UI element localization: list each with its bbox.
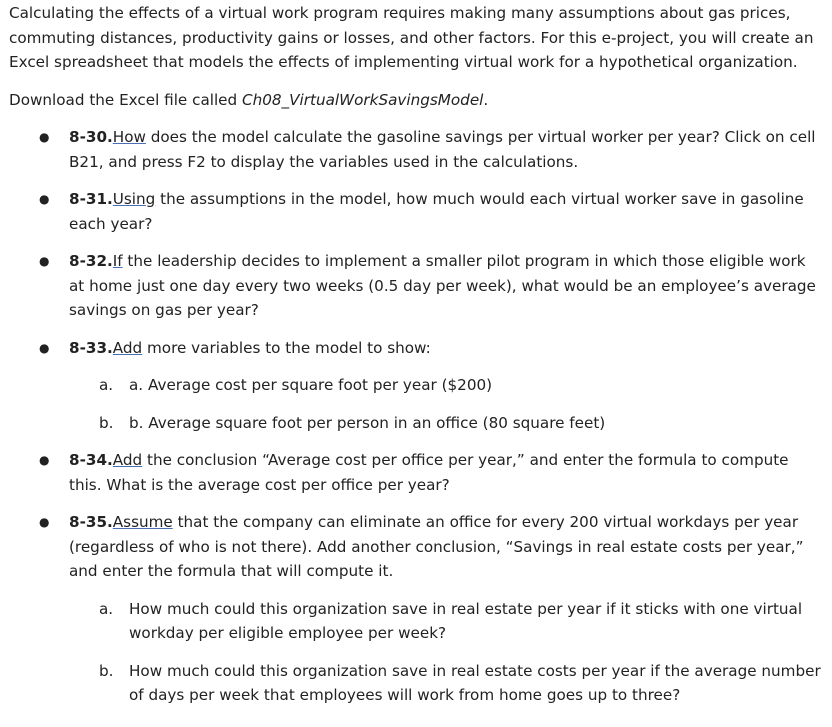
question-text: the leadership decides to implement a smaller pilot program in which those eligible work at home just one day every two weeks (0.5 day per week), what would be an employee’s average savings on gas per year?	[69, 252, 816, 319]
subitem-8-33-a	[9, 373, 824, 398]
question-number: 8-31.	[69, 190, 113, 208]
question-first-word: Assume	[112, 513, 173, 531]
subitem-marker: b.	[99, 413, 114, 432]
subitem-text: a. Average cost per square foot per year ($200)	[129, 376, 493, 394]
download-prefix: Download the Excel file called	[9, 90, 242, 109]
intro-paragraph: Calculating the effects of a virtual work program requires making many assumptions about gas prices, commuting distances, productivity gains or losses, and other factors. For this e-project, you will create an Excel spreadsheet that models the effects of implementing virtual work for a hypothetical organization.	[9, 4, 814, 71]
question-8-30	[9, 125, 824, 174]
subitem-text: How much could this organization save in real estate costs per year if the average number of days per week that employees will work from home goes up to three?	[129, 661, 821, 704]
question-8-33	[9, 336, 824, 361]
subitem-marker: b.	[99, 661, 114, 680]
subitem-text: How much could this organization save in real estate per year if it sticks with one virtual workday per eligible employee per week?	[129, 599, 803, 642]
subitem-8-35-b	[9, 659, 824, 708]
subitem-marker: a.	[99, 599, 114, 618]
question-8-35	[9, 510, 824, 584]
download-filename: Ch08_VirtualWorkSavingsModel	[242, 90, 484, 109]
question-8-34	[9, 448, 824, 497]
question-number: 8-34.	[69, 451, 113, 469]
bullet-icon: ●	[39, 515, 50, 529]
question-first-word: If	[112, 252, 123, 270]
question-text: that the company can eliminate an office for every 200 virtual workdays per year (regardless of who is not there). Add another conclusion, “Savings in real estate costs per year,” and enter the formula that will compute it.	[69, 513, 804, 580]
bullet-icon: ●	[39, 453, 50, 467]
question-first-word: Add	[112, 338, 143, 357]
question-number: 8-35.	[69, 513, 113, 531]
bullet-icon: ●	[39, 192, 50, 206]
download-suffix: .	[483, 90, 489, 109]
download-instruction	[9, 88, 824, 113]
question-8-32	[9, 249, 824, 323]
question-8-31	[9, 187, 824, 236]
subitem-marker: a.	[99, 376, 114, 394]
bullet-icon: ●	[39, 254, 50, 268]
document-page	[9, 0, 824, 708]
question-number: 8-30.	[69, 128, 113, 146]
bullet-icon: ●	[39, 340, 50, 355]
question-number: 8-32.	[69, 252, 113, 270]
question-text: does the model calculate the gasoline savings per virtual worker per year? Click on cell B21, and press F2 to display the variables used in the calculations.	[69, 128, 816, 171]
subitem-8-35-a	[9, 597, 824, 646]
question-text: the conclusion “Average cost per office per year,” and enter the formula to compute this. What is the average cost per office per year?	[69, 451, 789, 494]
question-first-word: Using	[112, 190, 156, 208]
question-number: 8-33.	[69, 338, 113, 357]
bullet-icon: ●	[39, 130, 50, 144]
question-first-word: Add	[112, 451, 143, 469]
question-text: the assumptions in the model, how much would each virtual worker save in gasoline each year?	[69, 190, 804, 233]
question-first-word: How	[112, 128, 146, 146]
subitem-text: b. Average square foot per person in an office (80 square feet)	[129, 413, 606, 432]
subitem-8-33-b	[9, 411, 824, 436]
question-text: more variables to the model to show:	[142, 338, 431, 357]
